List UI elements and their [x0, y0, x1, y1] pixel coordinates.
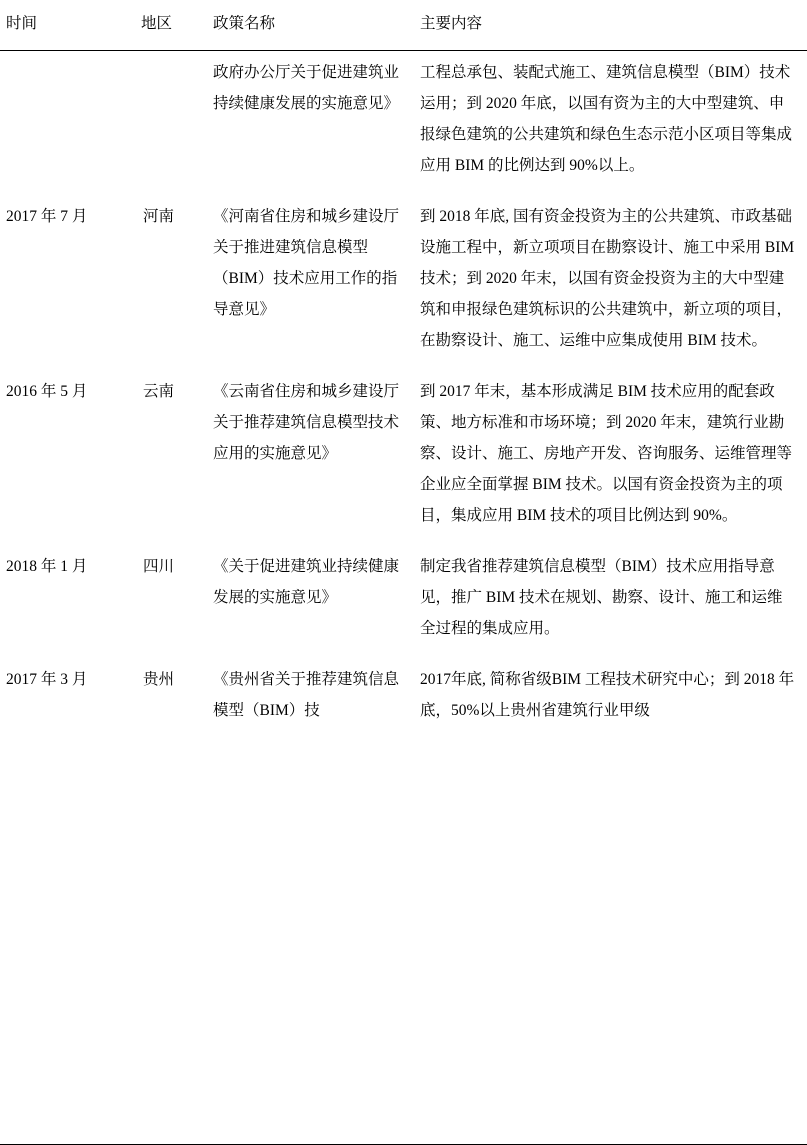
column-header-main-content: 主要内容 — [410, 0, 807, 50]
table-row — [0, 658, 807, 730]
cell-time — [0, 50, 135, 195]
cell-policy-name: 政府办公厅关于促进建筑业持续健康发展的实施意见》 — [213, 63, 400, 112]
table-header — [0, 0, 807, 50]
cell-main-content: 到 2018 年底, 国有资金投资为主的公共建筑、市政基础设施工程中，新立项项目在勘察设计、施工中采用 BIM 技术；到 2020 年末，以国有资金投资为主的大中型建筑和申报绿色建筑标识的公共建筑中，新立项的项目，在勘察设计、施工、运维中应集成使用 BIM 技术。 — [420, 207, 795, 349]
column-header-policy-name: 政策名称 — [205, 0, 410, 50]
table-row — [0, 195, 807, 370]
cell-time: 2017 年 3 月 — [6, 670, 88, 688]
cell-region: 河南 — [143, 207, 175, 225]
cell-policy-name: 《云南省住房和城乡建设厅关于推荐建筑信息模型技术应用的实施意见》 — [213, 382, 400, 462]
column-header-region: 地区 — [135, 0, 205, 50]
cell-policy-name: 《河南省住房和城乡建设厅关于推进建筑信息模型（BIM）技术应用工作的指导意见》 — [213, 207, 400, 318]
cell-main-content: 工程总承包、装配式施工、建筑信息模型（BIM）技术运用；到 2020 年底，以国有资为主的大中型建筑、申报绿色建筑的公共建筑和绿色生态示范小区项目等集成应用 BIM 的比例达到 90%以上。 — [420, 63, 793, 174]
cell-main-content: 到 2017 年末，基本形成满足 BIM 技术应用的配套政策、地方标准和市场环境；到 2020 年末，建筑行业勘察、设计、施工、房地产开发、咨询服务、运维管理等企业应全面掌握 BIM 技术。以国有资金投资为主的项目，集成应用 BIM 技术的项目比例达到 90%。 — [420, 382, 793, 524]
cell-policy-name: 《关于促进建筑业持续健康发展的实施意见》 — [213, 557, 400, 606]
cell-policy-name: 《贵州省关于推荐建筑信息模型（BIM）技 — [213, 670, 400, 719]
table-row — [0, 545, 807, 658]
column-header-time: 时间 — [0, 0, 135, 50]
cell-main-content: 2017年底, 简称省级BIM 工程技术研究中心；到 2018 年底，50%以上贵州省建筑行业甲级 — [420, 670, 795, 719]
table-header-row — [0, 0, 807, 50]
cell-region: 云南 — [143, 382, 175, 400]
table-row — [0, 50, 807, 195]
cell-region: 贵州 — [143, 670, 175, 688]
cell-region — [135, 50, 205, 195]
cell-region: 四川 — [143, 557, 175, 575]
cell-time: 2018 年 1 月 — [6, 557, 88, 575]
cell-time: 2016 年 5 月 — [6, 382, 88, 400]
table-body — [0, 50, 807, 730]
table-row — [0, 370, 807, 545]
cell-main-content: 制定我省推荐建筑信息模型（BIM）技术应用指导意见，推广 BIM 技术在规划、勘察、设计、施工和运维全过程的集成应用。 — [420, 557, 783, 637]
cell-time: 2017 年 7 月 — [6, 207, 88, 225]
